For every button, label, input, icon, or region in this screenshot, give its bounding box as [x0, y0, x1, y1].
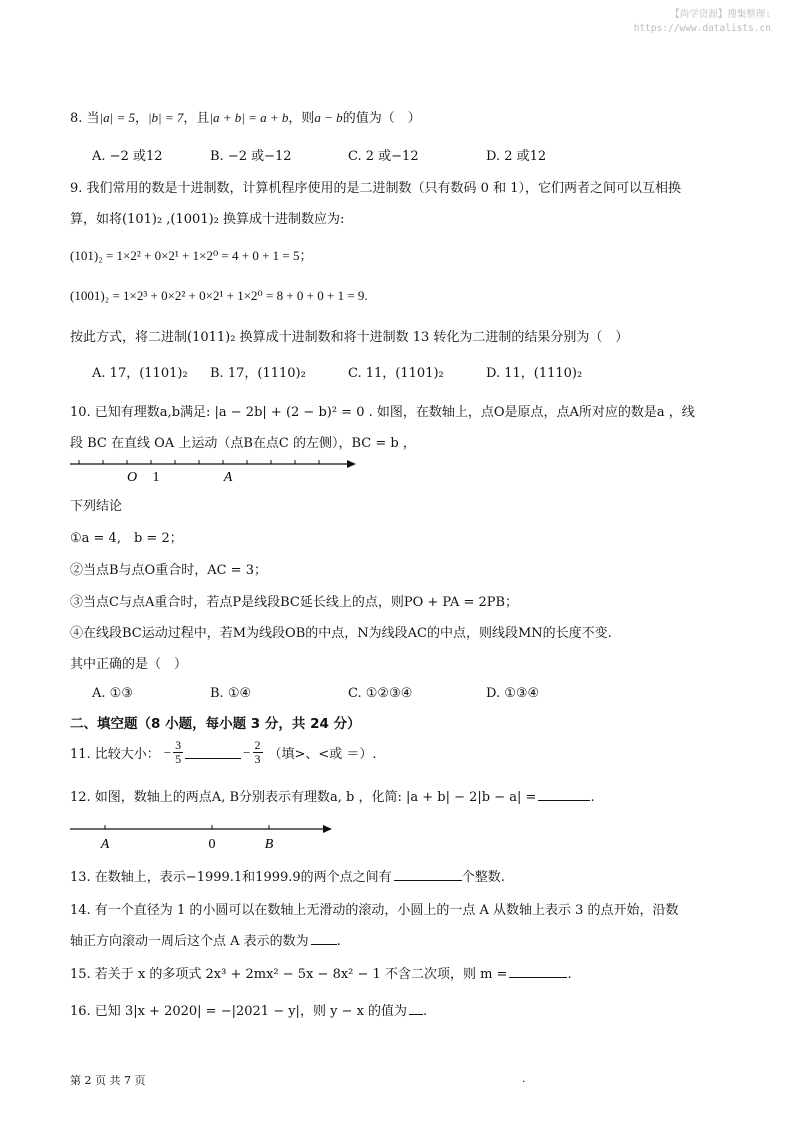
q10-label-1: 1: [152, 470, 160, 485]
q11-answer-blank[interactable]: [185, 746, 241, 759]
q9-option-a[interactable]: A. 17，(1101)₂: [92, 366, 188, 381]
q10-option-d[interactable]: D. ①③④: [486, 686, 540, 701]
q9-option-b[interactable]: B. 17，(1110)₂: [210, 366, 306, 381]
q8-option-a[interactable]: A. −2 或12: [92, 149, 163, 164]
q12-label-a: A: [100, 837, 110, 852]
q8-cond-a: |a| = 5: [99, 110, 135, 125]
q10-option-a[interactable]: A. ①③: [92, 686, 133, 701]
q11-stem: 11. 比较大小： − $\frac{3}{5}$ − $\frac{2}{3}$ （填>、<或 ＝）.: [70, 738, 377, 766]
q14-line-1: 14. 有一个直径为 1 的小圆可以在数轴上无滑动的滚动，小圆上的一点 A 从数轴上表示 3 的点开始，沿数: [70, 903, 679, 918]
q8-option-b[interactable]: B. −2 或−12: [210, 149, 292, 164]
q10-item-1: ①a = 4, b = 2；: [70, 531, 183, 546]
q15-answer-blank[interactable]: [509, 965, 567, 978]
q8-option-c[interactable]: C. 2 或−12: [348, 149, 419, 164]
q16-answer-blank[interactable]: [409, 1002, 423, 1015]
q10-item-3: ③当点C与点A重合时，若点P是线段BC延长线上的点，则PO + PA = 2PB；: [70, 595, 519, 610]
q8-option-d[interactable]: D. 2 或12: [486, 149, 547, 164]
q9-line-2: 算，如将(101)₂ ,(1001)₂ 换算成十进制数应为:: [70, 212, 345, 227]
page-number: 第 2 页 共 7 页: [70, 1074, 146, 1087]
q8-expr: a − b: [314, 110, 343, 125]
watermark: [634, 8, 771, 36]
watermark-line-1: 【尚学资源】搜集整理:: [670, 9, 771, 20]
footer-dot: .: [522, 1072, 526, 1085]
q15-stem: 15. 若关于 x 的多项式 2x³ + 2mx² − 5x − 8x² − 1 不含二次项，则 m = .: [70, 967, 572, 982]
q11-fraction-2: $\frac{2}{3}$: [254, 738, 261, 766]
q10-conclusion-title: 下列结论: [70, 499, 123, 514]
q13-stem: 13. 在数轴上，表示−1999.1和1999.9的两个点之间有 个整数.: [70, 870, 505, 885]
q14-answer-blank[interactable]: [311, 932, 337, 945]
q10-ticks: [79, 460, 319, 464]
q10-option-b[interactable]: B. ①④: [210, 686, 252, 701]
watermark-line-2: https://www.datalists.cn: [633, 23, 771, 34]
q10-item-2: ②当点B与点O重合时，AC = 3；: [70, 563, 267, 578]
q9-line-1: 9. 我们常用的数是十进制数，计算机程序使用的是二进制数（只有数码 0 和 1），它们两者之间可以互相换: [70, 181, 681, 196]
q10-number-line: [70, 455, 360, 487]
q8-stem: 8. 当|a| = 5，|b| = 7，且|a + b| = a + b，则a − b的值为（ ）: [70, 110, 421, 126]
q10-option-c[interactable]: C. ①②③④: [348, 686, 413, 701]
q10-ask: 其中正确的是（ ）: [70, 657, 188, 672]
q16-stem: 16. 已知 3|x + 2020| = −|2021 − y|，则 y − x 的值为 .: [70, 1004, 428, 1019]
q12-number-line: [70, 820, 340, 854]
q10-line-2: 段 BC 在直线 OA 上运动（点B在点C 的左侧），BC = b ，: [70, 436, 416, 451]
q10-label-o: O: [126, 470, 138, 485]
q12-label-b: B: [264, 837, 274, 852]
q8-cond-c: |a + b| = a + b: [209, 110, 289, 125]
q12-answer-blank[interactable]: [538, 788, 590, 801]
q9-option-c[interactable]: C. 11，(1101)₂: [348, 366, 444, 381]
q14-line-2: 轴正方向滚动一周后这个点 A 表示的数为 .: [70, 934, 341, 949]
q9-line-3: (101)₂ = 1×2² + 0×2¹ + 1×2⁰ = 4 + 0 + 1 = 5；: [70, 248, 313, 263]
section-2-title: 二、填空题（8 小题，每小题 3 分，共 24 分）: [70, 716, 361, 732]
q8-cond-b: |b| = 7: [147, 110, 184, 125]
q9-line-4: (1001)₂ = 1×2³ + 0×2² + 0×2¹ + 1×2⁰ = 8 + 0 + 0 + 1 = 9.: [70, 288, 368, 303]
q9-line-5: 按此方式，将二进制(1011)₂ 换算成十进制数和将十进制数 13 转化为二进制的结果分别为（ ）: [70, 330, 629, 345]
q11-fraction-1: $\frac{3}{5}$: [175, 738, 182, 766]
q10-item-4: ④在线段BC运动过程中，若M为线段OB的中点，N为线段AC的中点，则线段MN的长度不变.: [70, 626, 612, 641]
q12-label-0: 0: [208, 837, 216, 852]
q10-axis-arrow: [347, 460, 356, 468]
q10-label-a: A: [223, 470, 233, 485]
q12-axis-arrow: [323, 825, 332, 833]
q9-option-d[interactable]: D. 11，(1110)₂: [486, 366, 583, 381]
q10-line-1: 10. 已知有理数a,b满足: |a − 2b| + (2 − b)² = 0 . 如图，在数轴上，点O是原点，点A所对应的数是a ，线: [70, 405, 695, 420]
q13-answer-blank[interactable]: [394, 868, 462, 881]
q12-stem: 12. 如图，数轴上的两点A, B分别表示有理数a, b ，化简: |a + b| − 2|b − a| = .: [70, 790, 595, 805]
